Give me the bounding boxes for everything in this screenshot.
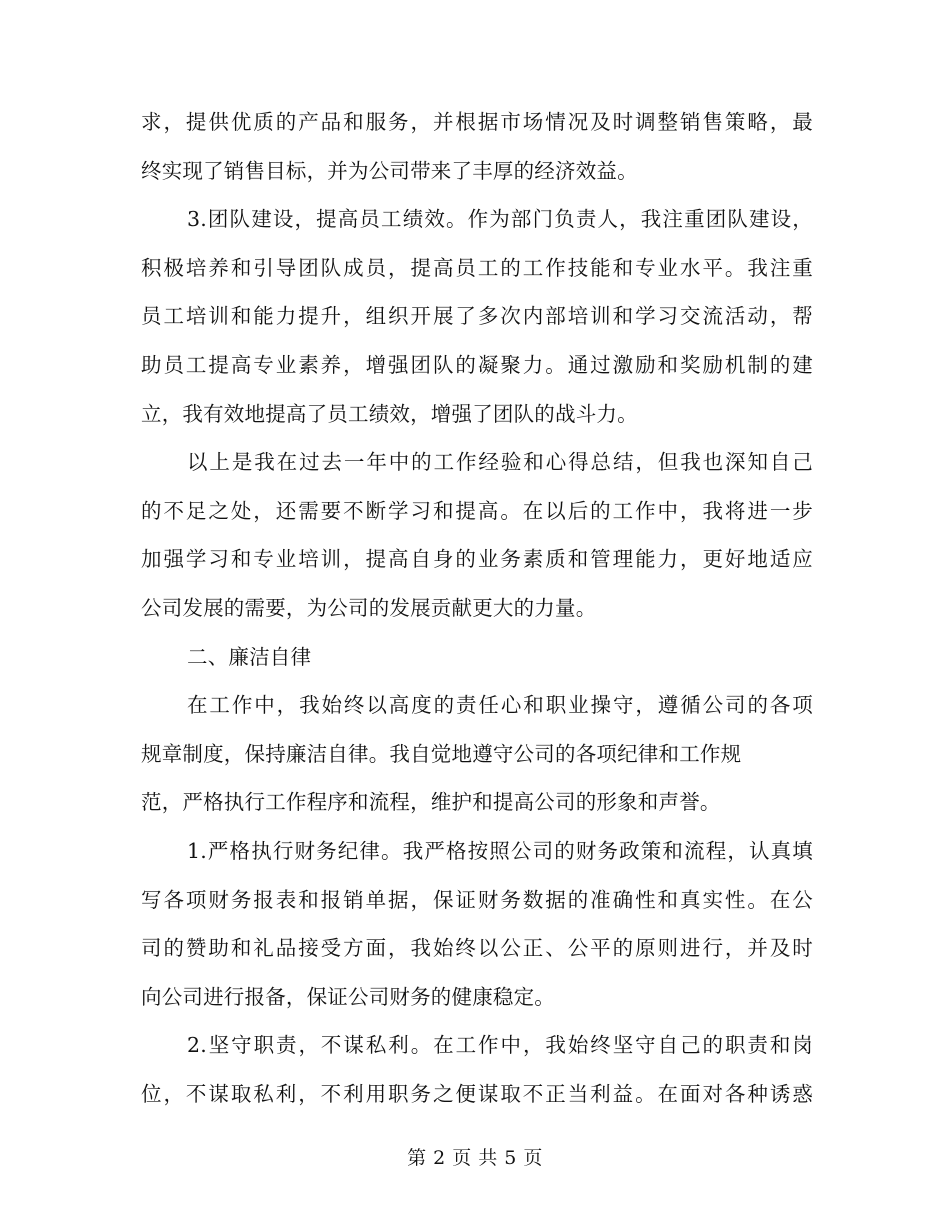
text-line: 1.严格执行财务纪律。我严格按照公司的财务政策和流程，认真填: [187, 838, 813, 863]
text-line: 立，我有效地提高了员工绩效，增强了团队的战斗力。: [141, 401, 638, 426]
text-line: 写各项财务报表和报销单据，保证财务数据的准确性和真实性。在公: [141, 887, 813, 912]
text-line: 2.坚守职责，不谋私利。在工作中，我始终坚守自己的职责和岗: [187, 1033, 813, 1058]
text-line: 求，提供优质的产品和服务，并根据市场情况及时调整销售策略，最: [141, 110, 813, 134]
text-line: 公司发展的需要，为公司的发展贡献更大的力量。: [141, 595, 597, 620]
section-heading: 二、廉洁自律: [187, 644, 312, 669]
text-line: 范，严格执行工作程序和流程，维护和提高公司的形象和声誉。: [141, 790, 721, 815]
text-line: 终实现了销售目标，并为公司带来了丰厚的经济效益。: [141, 158, 638, 183]
text-line: 在工作中，我始终以高度的责任心和职业操守，遵循公司的各项: [187, 693, 813, 718]
text-line: 以上是我在过去一年中的工作经验和心得总结，但我也深知自己: [187, 450, 813, 475]
page-number-footer: 第 2 页 共 5 页: [407, 1147, 543, 1169]
text-line: 规章制度，保持廉洁自律。我自觉地遵守公司的各项纪律和工作规: [141, 741, 742, 766]
text-line: 员工培训和能力提升，组织开展了多次内部培训和学习交流活动，帮: [141, 304, 813, 329]
text-line: 向公司进行报备，保证公司财务的健康稳定。: [141, 984, 555, 1009]
text-line: 位，不谋取私利，不利用职务之便谋取不正当利益。在面对各种诱惑: [141, 1081, 813, 1106]
text-line: 加强学习和专业培训，提高自身的业务素质和管理能力，更好地适应: [141, 547, 813, 572]
text-line: 积极培养和引导团队成员，提高员工的工作技能和专业水平。我注重: [141, 255, 813, 280]
text-line: 司的赞助和礼品接受方面，我始终以公正、公平的原则进行，并及时: [141, 936, 813, 961]
body-text: [141, 98, 813, 1118]
text-line: 的不足之处，还需要不断学习和提高。在以后的工作中，我将进一步: [141, 498, 813, 523]
text-line: 助员工提高专业素养，增强团队的凝聚力。通过激励和奖励机制的建: [141, 352, 813, 377]
text-line: 3.团队建设，提高员工绩效。作为部门负责人，我注重团队建设，: [187, 207, 813, 232]
